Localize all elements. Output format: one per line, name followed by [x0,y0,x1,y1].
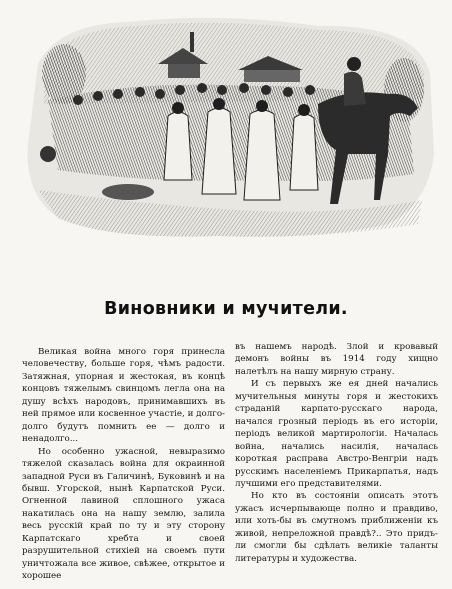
paragraph: Великая война много горя принесла человечеству, больше горя, чѣмъ радости. Затяжная, упорная и жестокая, въ концѣ концовъ тяжелымъ свинцомъ легла она на душу всѣхъ народовъ, принимавшихъ въ ней прямое или косвенное участіе, и долго-долго будутъ помнить ее — долго и ненадолго... [22,347,225,445]
article-column-right [235,341,438,565]
article-title: Виновники и мучители. [104,299,348,319]
engraving-illustration [18,4,438,242]
article-column-left [22,346,225,583]
paragraph: И съ первыхъ же ея дней начались мучительныя минуты горя и жестокихъ страданій карпато-русскаго народа, начался грозный періодъ въ его исторіи, періодъ великой мартирологіи. Началась война, начались насилія, началась короткая расправа Австро-Венгріи надъ русскимъ населеніемъ Прикарпатья, надъ лучшими его представителями. [235,379,438,489]
paragraph: въ нашемъ народѣ. Злой и кровавый демонъ войны въ 1914 году хищно налетѣлъ на нашу мирную страну. [235,342,438,377]
paragraph: Но особенно ужасной, невыразимо тяжелой сказалась война для окраинной западной Руси въ Галичинѣ, Буковинѣ и на бывш. Угорской, нынѣ Карпатской Руси. Огненной лавиной сплошного ужаса накатилась она на нашу землю, залила весь русскій край по ту и эту сторону Карпатскаго хребта и своей разрушительной стихіей на своемъ пути уничтожала все живое, свѣжее, открытое и хорошее [22,446,225,582]
paragraph: Но кто въ состояніи описать этотъ ужасъ исчерпывающе полно и правдиво, или хоть-бы въ смутномъ приближеніи къ живой, непреложной правдѣ?.. Это придъ-ли смогли бы сдѣлать великіе таланты литературы и художества. [235,491,438,564]
